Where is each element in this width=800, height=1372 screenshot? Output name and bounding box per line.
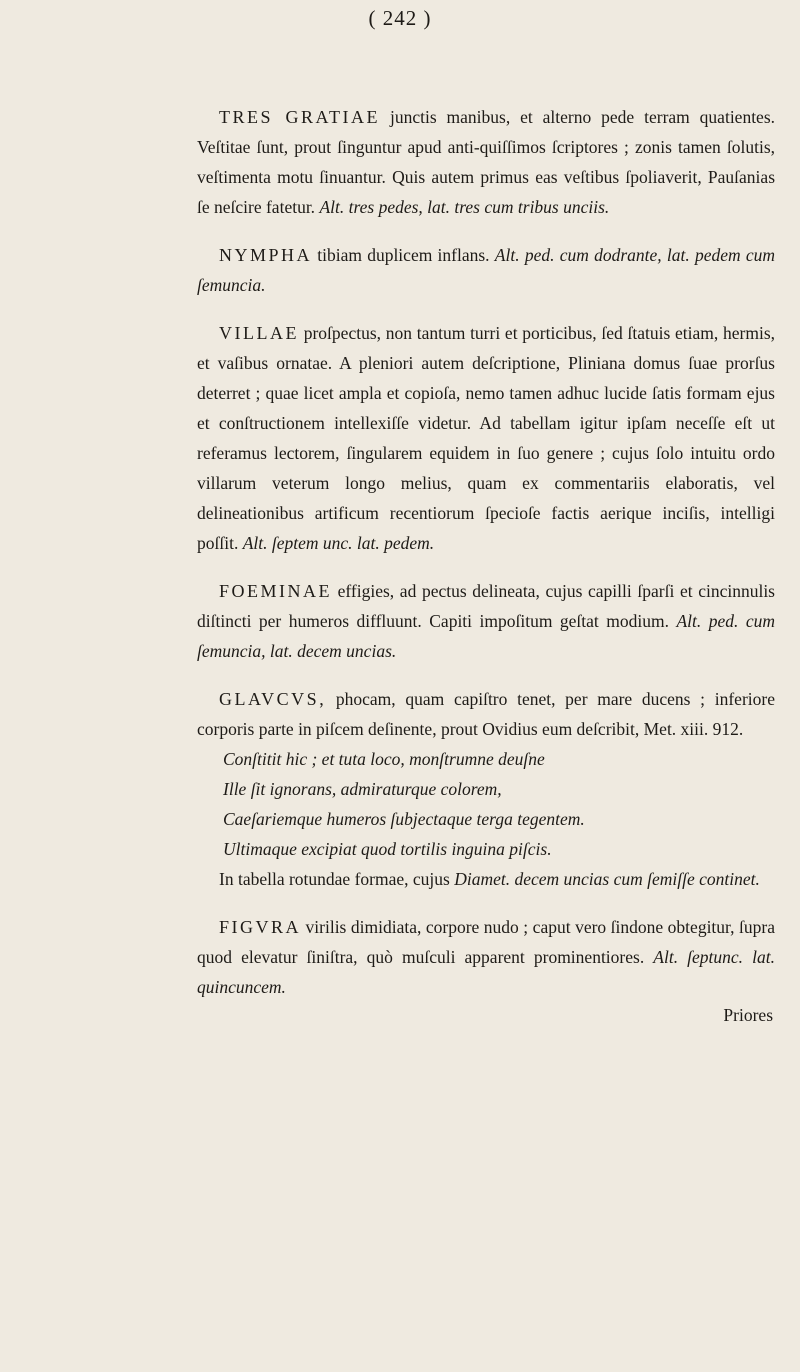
entry-title: VILLAE bbox=[219, 323, 299, 343]
verse-line: Conſtitit hic ; et tuta loco, monſtrumne deuſne bbox=[223, 749, 545, 769]
entry-figura bbox=[197, 912, 775, 1002]
entry-description: phocam, quam capiſtro tenet, per mare ducens ; inferiore corporis parte in piſcem deſinente, prout Ovidius eum deſcribit, Met. xiii. 912. bbox=[197, 689, 775, 739]
entry-foeminae bbox=[197, 576, 775, 666]
verse-line: Ille ſit ignorans, admiraturque colorem, bbox=[223, 779, 502, 799]
entry-dimensions: Alt. ped. cum ſemuncia, lat. decem uncias. bbox=[197, 611, 775, 661]
body-text bbox=[197, 102, 775, 1030]
entry-description: tibiam duplicem inflans. bbox=[317, 245, 490, 265]
entry-dimensions: Alt. ſeptem unc. lat. pedem. bbox=[242, 533, 435, 553]
entry-description: effigies, ad pectus delineata, cujus capilli ſparſi et cincinnulis diſtincti per humeros diffluunt. Capiti impoſitum geſtat modium. bbox=[197, 581, 775, 631]
entry-tres-gratiae bbox=[197, 102, 775, 222]
entry-villae bbox=[197, 318, 775, 558]
entry-title: FOEMINAE bbox=[219, 581, 332, 601]
page-number: ( 242 ) bbox=[368, 6, 432, 30]
entry-description: In tabella rotundae formae, cujus bbox=[219, 869, 450, 889]
entry-nympha bbox=[197, 240, 775, 300]
entry-description: virilis dimidiata, corpore nudo ; caput vero ſindone obtegitur, ſupra quod elevatur ſiniſtra, quò muſculi apparent prominentiores. bbox=[197, 917, 776, 967]
entry-dimensions: Diamet. decem uncias cum ſemiſſe continet. bbox=[454, 869, 760, 889]
ovid-quotation bbox=[223, 744, 775, 864]
entry-glaucus-continuation bbox=[197, 864, 775, 894]
entry-title: TRES GRATIAE bbox=[219, 107, 381, 127]
entry-glaucus bbox=[197, 684, 775, 744]
entry-dimensions: Alt. ſeptunc. lat. quincuncem. bbox=[197, 947, 775, 997]
entry-description: junctis manibus, et alterno pede terram quatientes. Veſtitae ſunt, prout ſinguntur apud anti-quiſſimos ſcriptores ; zonis tamen ſolutis, veſtimenta motu ſinuantur. Quis autem primus eas veſtibus ſpoliaverit, Pauſanias ſe neſcire fatetur. bbox=[197, 107, 776, 217]
entry-title: GLAVCVS, bbox=[219, 689, 327, 709]
entry-dimensions: Alt. ped. cum dodrante, lat. pedem cum ſemuncia. bbox=[197, 245, 776, 295]
entry-dimensions: Alt. tres pedes, lat. tres cum tribus unciis. bbox=[319, 197, 610, 217]
verse-line: Caeſariemque humeros ſubjectaque terga tegentem. bbox=[223, 809, 585, 829]
entry-description: proſpectus, non tantum turri et porticibus, ſed ſtatuis etiam, hermis, et vaſibus ornatae. A pleniori autem deſcriptione, Pliniana domus ſuae prorſus deterret ; quae licet ampla et copioſa, nemo tamen adhuc lucide ſatis formam ejus et conſtructionem intellexiſſe videtur. Ad tabellam igitur ipſam neceſſe eſt ut referamus lectorem, ſingularem equidem in ſuo genere ; cujus ſolo intuitu ordo villarum veterum longo melius, quam ex commentariis elaboratis, vel delineationibus artificum recentiorum ſpecioſe factis aerique inciſis, intelligi poſſit. bbox=[197, 323, 776, 553]
verse-line: Ultimaque excipiat quod tortilis inguina piſcis. bbox=[223, 839, 552, 859]
catchword: Priores bbox=[723, 1005, 773, 1025]
entry-title: FIGVRA bbox=[219, 917, 302, 937]
entry-title: NYMPHA bbox=[219, 245, 313, 265]
